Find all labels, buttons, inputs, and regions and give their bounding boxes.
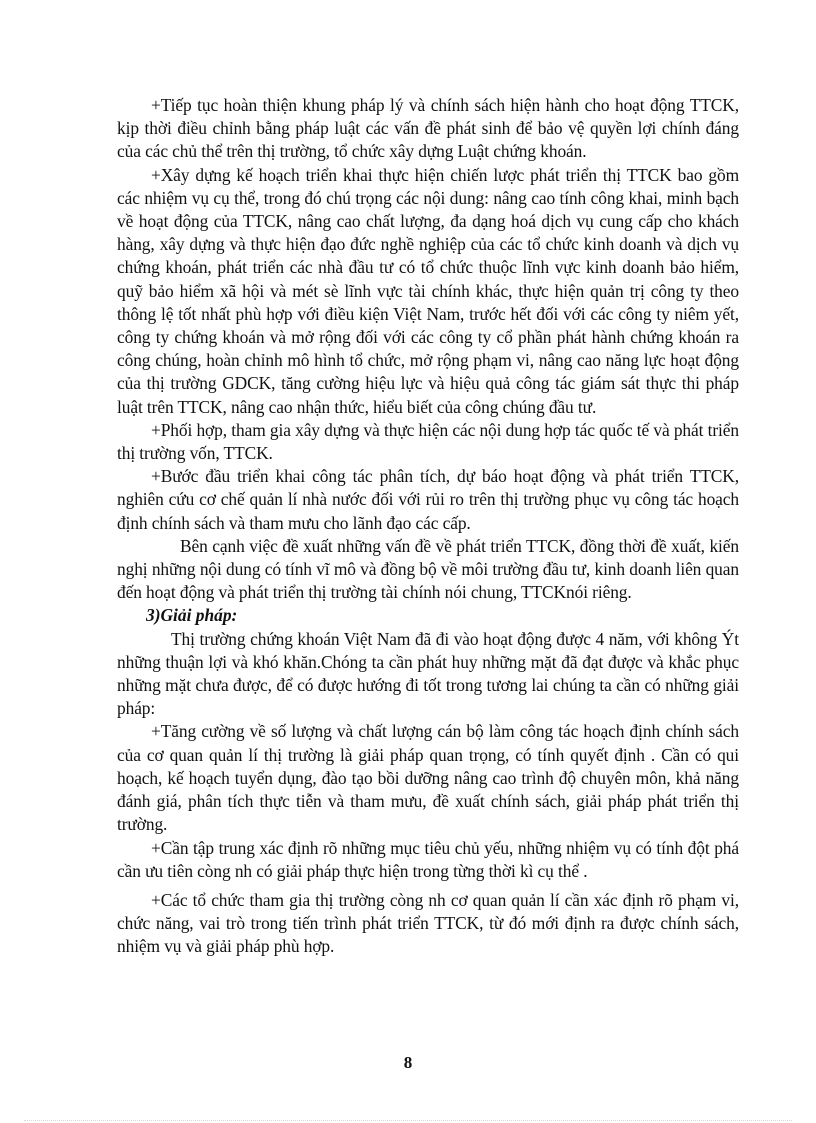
paragraph-solution-goals: +Cần tập trung xác định rõ những mục tiêu chủ yếu, những nhiệm vụ có tính đột phá cần ưu tiên còng nh có giải pháp thực hiện trong từng thời kì cụ thể . [117,837,739,881]
paragraph-solution-organizations: +Các tổ chức tham gia thị trường còng nh cơ quan quản lí cần xác định rõ phạm vi, chức năng, vai trò trong tiến trình phát triển TTCK, từ đó mới định ra được chính sách, nhiệm vụ và giải pháp phù hợp. [117,889,739,957]
paragraph-international-cooperation: +Phối hợp, tham gia xây dựng và thực hiện các nội dung hợp tác quốc tế và phát triển thị trường vốn, TTCK. [117,419,739,464]
document-page [117,94,739,959]
page-number: 8 [403,1053,413,1072]
page-bottom-divider [24,1120,792,1121]
paragraph-risk-analysis: +Bước đầu triển khai công tác phân tích, dự báo hoạt động và phát triển TTCK, nghiên cứu cơ chế quản lí nhà nước đối với rủi ro trên thị trường phục vụ công tác hoạch định chính sách và tham mưu cho lãnh đạo các cấp. [117,466,739,533]
paragraph-solution-intro: Thị trường chứng khoán Việt Nam đã đi vào hoạt động được 4 năm, với không Ýt những thuận lợi và khó khăn.Chóng ta cần phát huy những mặt đã đạt được và khắc phục những mặt chưa được, để có được hướng đi tốt trong tương lai chúng ta cần có những giải pháp: [117,628,739,719]
paragraph-macro-proposals: Bên cạnh việc đề xuất những vấn đề về phát triển TTCK, đồng thời đề xuất, kiến nghị những nội dung có tính vĩ mô và đồng bộ về môi trường đầu tư, kinh doanh liên quan đến hoạt động và phát triển thị trường tài chính nói chung, TTCKnói riêng. [117,535,739,603]
section-heading: 3)Giải pháp: [146,605,238,626]
paragraph-development-plan: +Xây dựng kế hoạch triển khai thực hiện chiến lược phát triển thị TTCK bao gồm các nhiệm vụ cụ thể, trong đó chú trọng các nội dung: nâng cao tính công khai, minh bạch về hoạt động của TTCK, nâng cao chất lượng, đa dạng hoá dịch vụ cung cấp cho khách hàng, xây dựng và thực hiện đạo đức nghề nghiệp của các tổ chức kinh doanh và dịch vụ chứng khoán, phát triển các nhà đầu tư có tổ chức thuộc lĩnh vực kinh doanh bảo hiểm, quỹ bảo hiểm xã hội và mét sè lĩnh vực tài chính khác, thực hiện quản trị công ty theo thông lệ tốt nhất phù hợp với điều kiện Việt Nam, trước hết đối với các công ty niêm yết, công ty chứng khoán và mở rộng đối với các công ty cổ phần phát hành chứng khoán ra công chúng, hoàn chỉnh mô hình tổ chức, mở rộng phạm vi, nâng cao năng lực hoạt động của thị trường GDCK, tăng cường hiệu lực và hiệu quả công tác giám sát thực thi pháp luật trên TTCK, nâng cao nhận thức, hiểu biết của công chúng đầu tư. [117,164,739,417]
paragraph-solution-staff: +Tăng cường về số lượng và chất lượng cán bộ làm công tác hoạch định chính sách của cơ quan quản lí thị trường là giải pháp quan trọng, có tính quyết định . Cần có qui hoạch, kế hoạch tuyển dụng, đào tạo bồi dưỡng nâng cao trình độ chuyên môn, khả năng đánh giá, phân tích thực tiễn và tham mưu, đề xuất chính sách, giải pháp phát triển thị trường. [117,721,739,835]
paragraph-legal-framework: +Tiếp tục hoàn thiện khung pháp lý và chính sách hiện hành cho hoạt động TTCK, kịp thời điều chỉnh bằng pháp luật các vấn đề phát sinh để bảo vệ quyền lợi chính đáng của các chủ thể trên thị trường, tổ chức xây dựng Luật chứng khoán. [117,95,739,162]
